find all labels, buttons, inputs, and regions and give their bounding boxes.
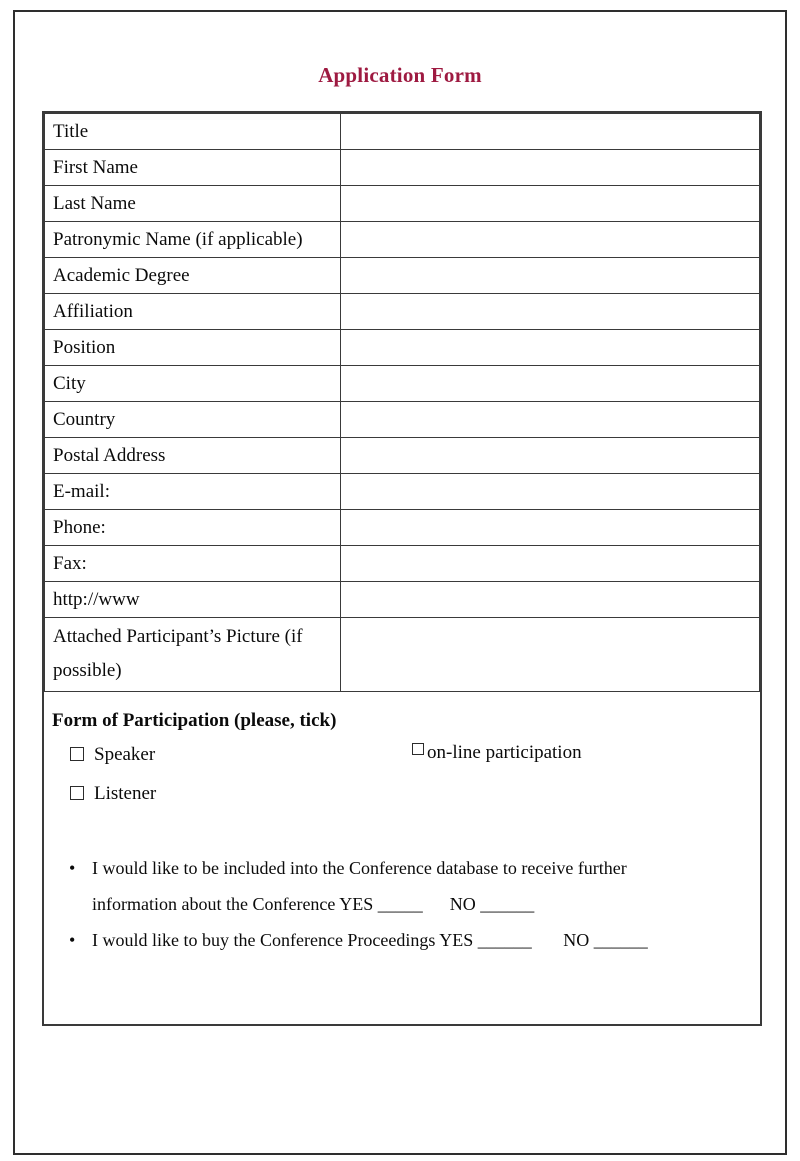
table-row	[45, 222, 760, 258]
field-label-city: City	[45, 366, 341, 402]
field-value-affiliation[interactable]	[341, 294, 760, 330]
fields-table	[44, 113, 760, 692]
table-row	[45, 618, 760, 692]
bullet-item-buy-proceedings	[67, 922, 750, 958]
bullet-text-line: I would like to buy the Conference Proceedings YES ______ NO ______	[92, 930, 648, 950]
bullet-icon: •	[69, 858, 76, 878]
option-label-online-participation: on-line participation	[427, 742, 582, 763]
checkbox-icon[interactable]	[412, 743, 424, 755]
field-label-website: http://www	[45, 582, 341, 618]
bullet-icon: •	[69, 930, 76, 950]
field-value-phone[interactable]	[341, 510, 760, 546]
table-row	[45, 582, 760, 618]
table-row	[45, 438, 760, 474]
form-box	[42, 111, 762, 1026]
option-label-speaker: Speaker	[94, 744, 156, 765]
field-label-picture: Attached Participant’s Picture (if possible)	[45, 618, 341, 692]
field-label-postal-address: Postal Address	[45, 438, 341, 474]
page-title: Application Form	[318, 63, 482, 87]
table-row	[45, 114, 760, 150]
field-value-city[interactable]	[341, 366, 760, 402]
field-value-country[interactable]	[341, 402, 760, 438]
option-label-listener: Listener	[94, 783, 157, 804]
field-value-website[interactable]	[341, 582, 760, 618]
field-value-title[interactable]	[341, 114, 760, 150]
table-row	[45, 366, 760, 402]
field-label-fax: Fax:	[45, 546, 341, 582]
checkbox-icon[interactable]	[70, 786, 84, 800]
checkbox-option-online-participation[interactable]	[412, 742, 582, 764]
field-value-last-name[interactable]	[341, 186, 760, 222]
participation-section	[44, 692, 760, 1024]
bullet-item-conference-database	[67, 850, 750, 922]
bullet-text-line: information about the Conference YES _____ NO ______	[92, 894, 535, 914]
field-value-picture[interactable]	[341, 618, 760, 692]
bullet-list	[67, 850, 750, 958]
field-label-country: Country	[45, 402, 341, 438]
participation-heading: Form of Participation (please, tick)	[52, 710, 337, 731]
table-row	[45, 330, 760, 366]
field-label-title: Title	[45, 114, 341, 150]
field-label-phone: Phone:	[45, 510, 341, 546]
field-value-patronymic-name[interactable]	[341, 222, 760, 258]
table-row	[45, 546, 760, 582]
field-value-email[interactable]	[341, 474, 760, 510]
table-row	[45, 294, 760, 330]
field-value-academic-degree[interactable]	[341, 258, 760, 294]
checkbox-option-listener[interactable]	[70, 783, 156, 805]
field-label-email: E-mail:	[45, 474, 341, 510]
table-row	[45, 474, 760, 510]
table-row	[45, 510, 760, 546]
field-label-academic-degree: Academic Degree	[45, 258, 341, 294]
field-label-last-name: Last Name	[45, 186, 341, 222]
table-row	[45, 402, 760, 438]
table-row	[45, 150, 760, 186]
field-label-first-name: First Name	[45, 150, 341, 186]
table-row	[45, 258, 760, 294]
field-label-position: Position	[45, 330, 341, 366]
field-value-postal-address[interactable]	[341, 438, 760, 474]
table-row	[45, 186, 760, 222]
checkbox-option-speaker[interactable]	[70, 744, 155, 766]
field-label-patronymic-name: Patronymic Name (if applicable)	[45, 222, 341, 258]
bullet-text-line: I would like to be included into the Conference database to receive further	[92, 858, 627, 878]
field-value-position[interactable]	[341, 330, 760, 366]
field-label-affiliation: Affiliation	[45, 294, 341, 330]
checkbox-icon[interactable]	[70, 747, 84, 761]
field-value-fax[interactable]	[341, 546, 760, 582]
field-value-first-name[interactable]	[341, 150, 760, 186]
